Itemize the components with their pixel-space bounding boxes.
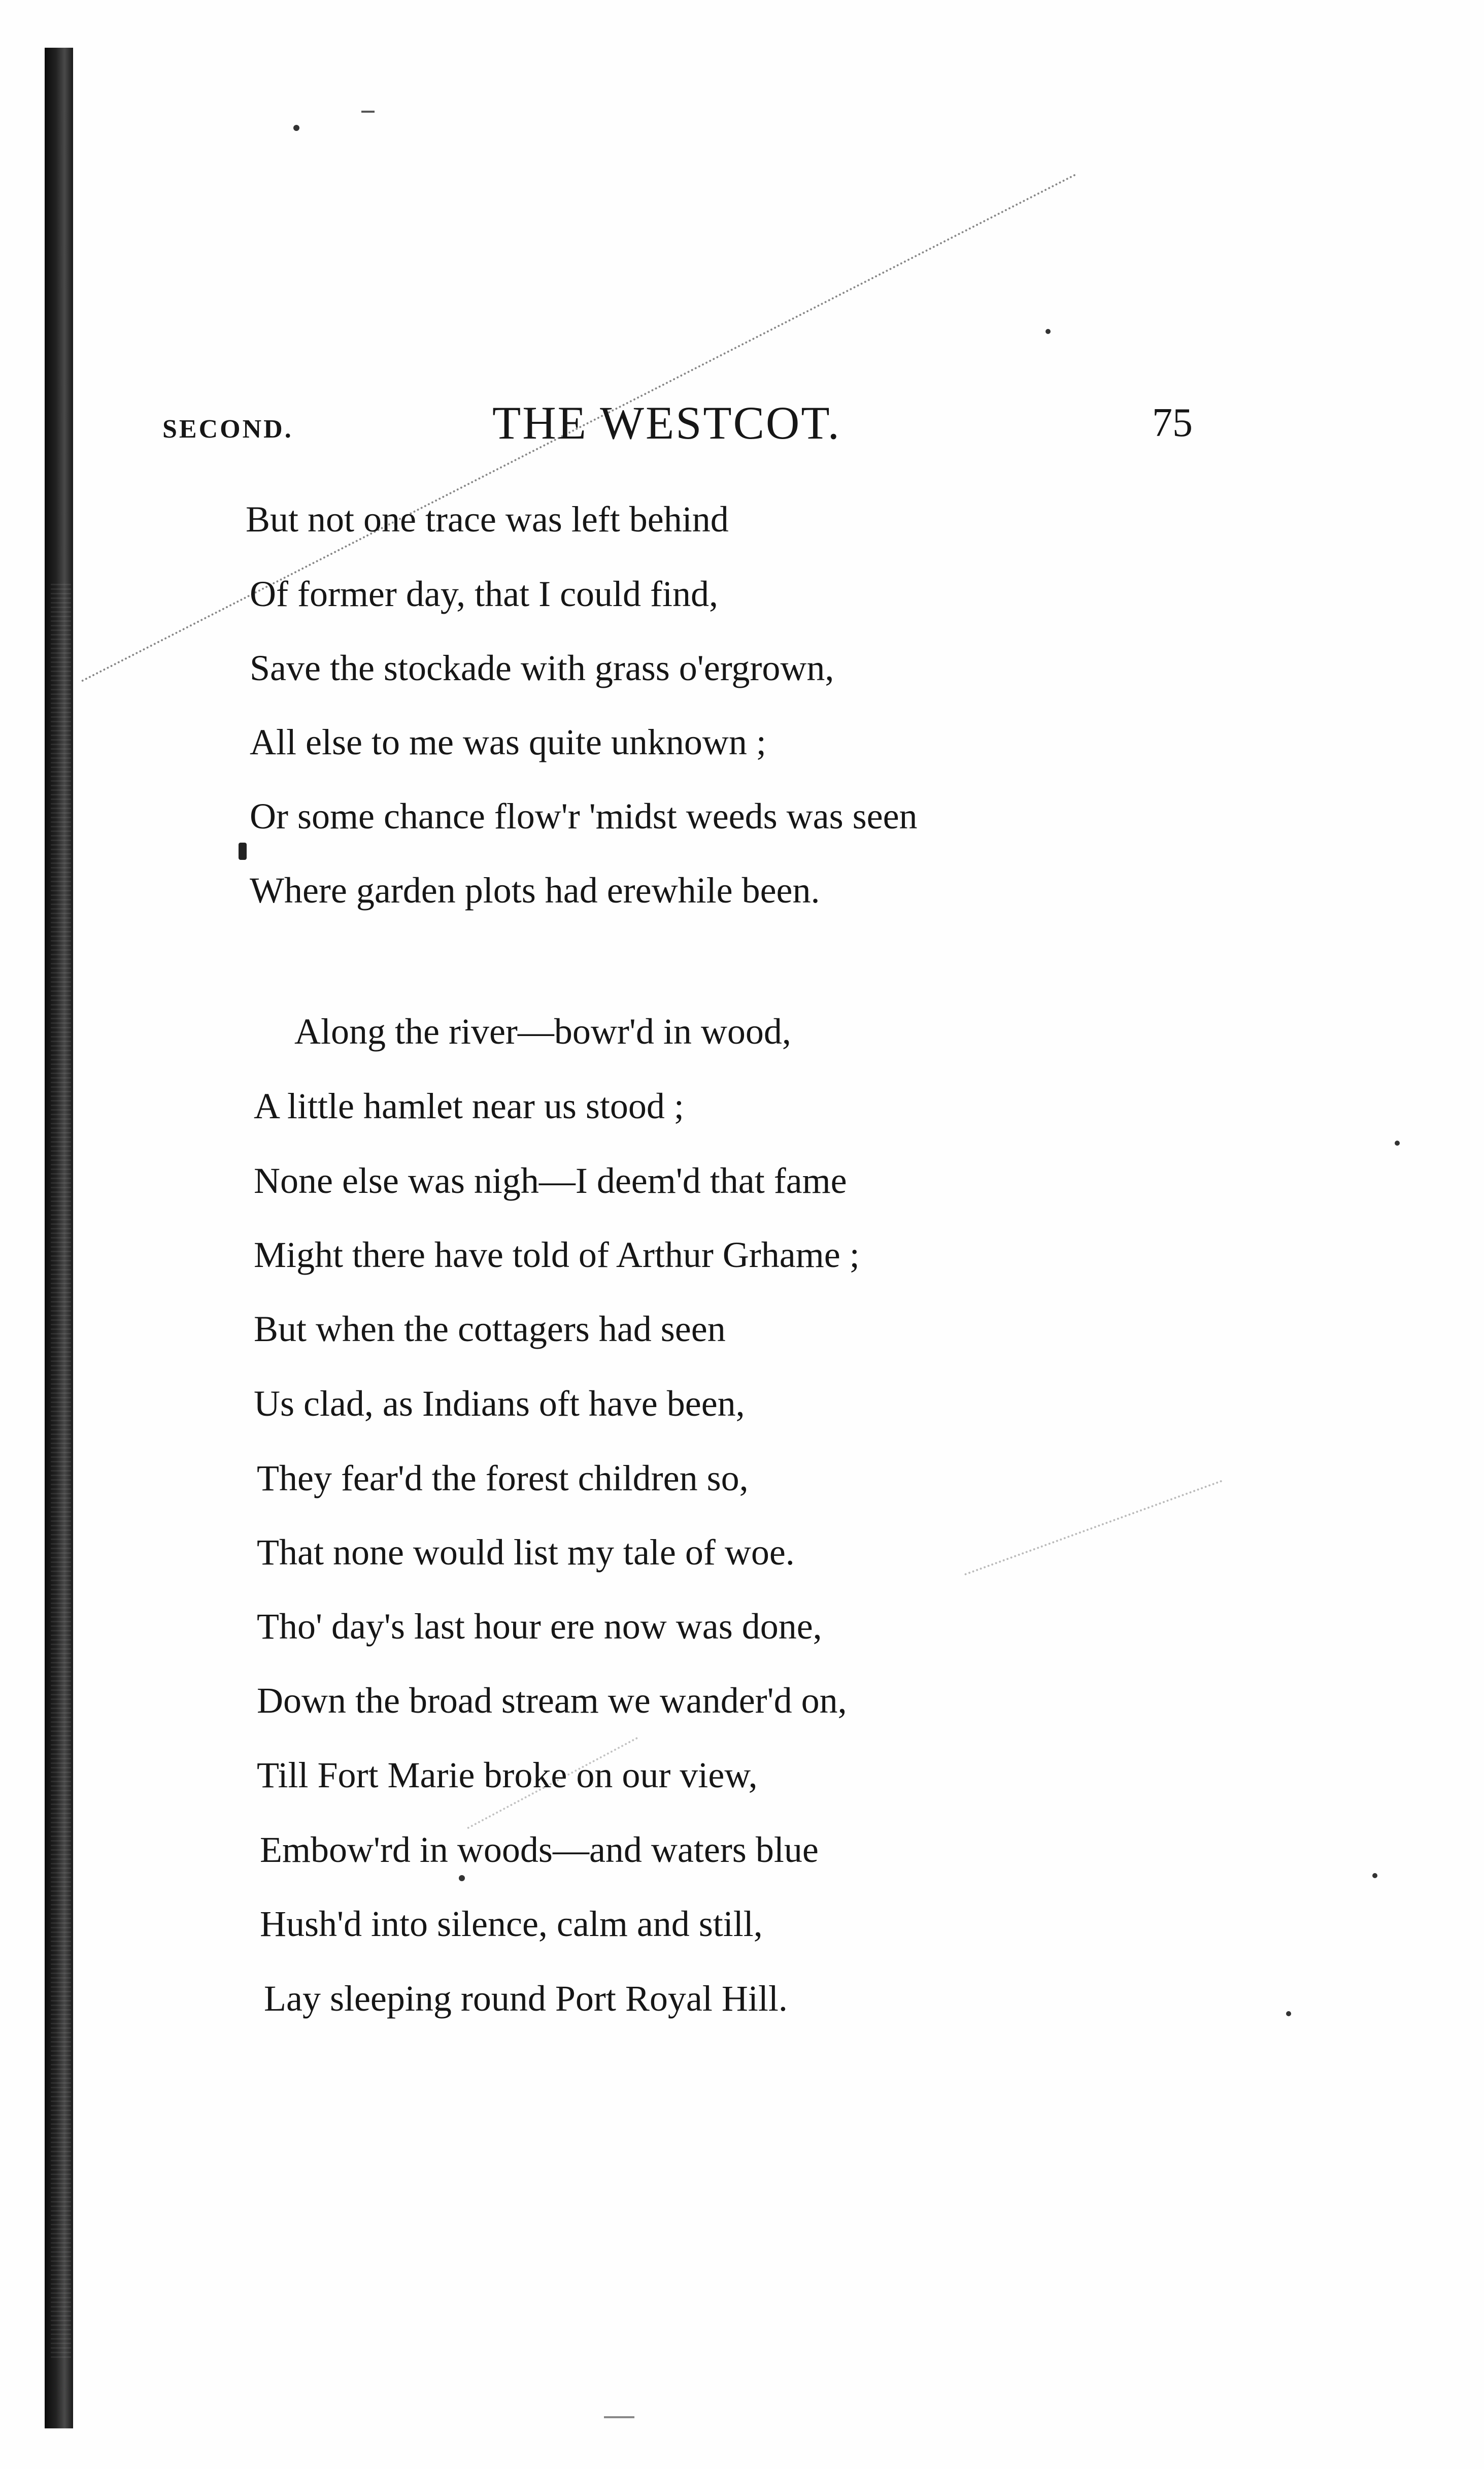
scan-speck — [604, 2416, 634, 2418]
verse-line: Where garden plots had erewhile been. — [250, 870, 820, 911]
scan-speck — [1372, 1873, 1377, 1878]
verse-line: Hush'd into silence, calm and still, — [260, 1904, 763, 1944]
verse-line: But when the cottagers had seen — [254, 1309, 726, 1349]
verse-line: Us clad, as Indians oft have been, — [254, 1383, 745, 1424]
verse-line: Lay sleeping round Port Royal Hill. — [264, 1978, 788, 2019]
scan-speck — [1286, 2011, 1291, 2016]
verse-line: That none would list my tale of woe. — [257, 1532, 795, 1573]
scan-speck — [239, 843, 247, 860]
header-title: THE WESTCOT. — [492, 397, 841, 449]
running-header — [0, 396, 1484, 457]
verse-line: None else was nigh—I deem'd that fame — [254, 1160, 847, 1201]
book-spine-texture — [51, 584, 71, 2360]
verse-line: Till Fort Marie broke on our view, — [257, 1755, 758, 1795]
verse-line: But not one trace was left behind — [246, 499, 729, 540]
scan-speck — [1395, 1141, 1400, 1146]
scan-speck — [361, 111, 375, 113]
verse-line: Or some chance flow'r 'midst weeds was seen — [250, 796, 918, 837]
verse-line: A little hamlet near us stood ; — [254, 1086, 684, 1126]
page-number: 75 — [1152, 401, 1193, 445]
verse-line: All else to me was quite unknown ; — [250, 722, 766, 762]
verse-line: Down the broad stream we wander'd on, — [257, 1680, 847, 1721]
scan-artifact-dotted-trail — [964, 1480, 1223, 1575]
verse-line: Along the river—bowr'd in wood, — [294, 1011, 791, 1052]
verse-line: They fear'd the forest children so, — [257, 1458, 749, 1498]
scan-speck — [293, 125, 299, 131]
verse-line: Save the stockade with grass o'ergrown, — [250, 648, 834, 688]
scan-speck — [1045, 329, 1051, 334]
scan-speck — [459, 1875, 465, 1881]
verse-line: Might there have told of Arthur Grhame ; — [254, 1234, 860, 1275]
header-section-label: SECOND. — [162, 415, 293, 444]
verse-line: Of former day, that I could find, — [250, 574, 719, 614]
verse-line: Tho' day's last hour ere now was done, — [257, 1606, 822, 1647]
verse-line: Embow'rd in woods—and waters blue — [260, 1829, 819, 1870]
